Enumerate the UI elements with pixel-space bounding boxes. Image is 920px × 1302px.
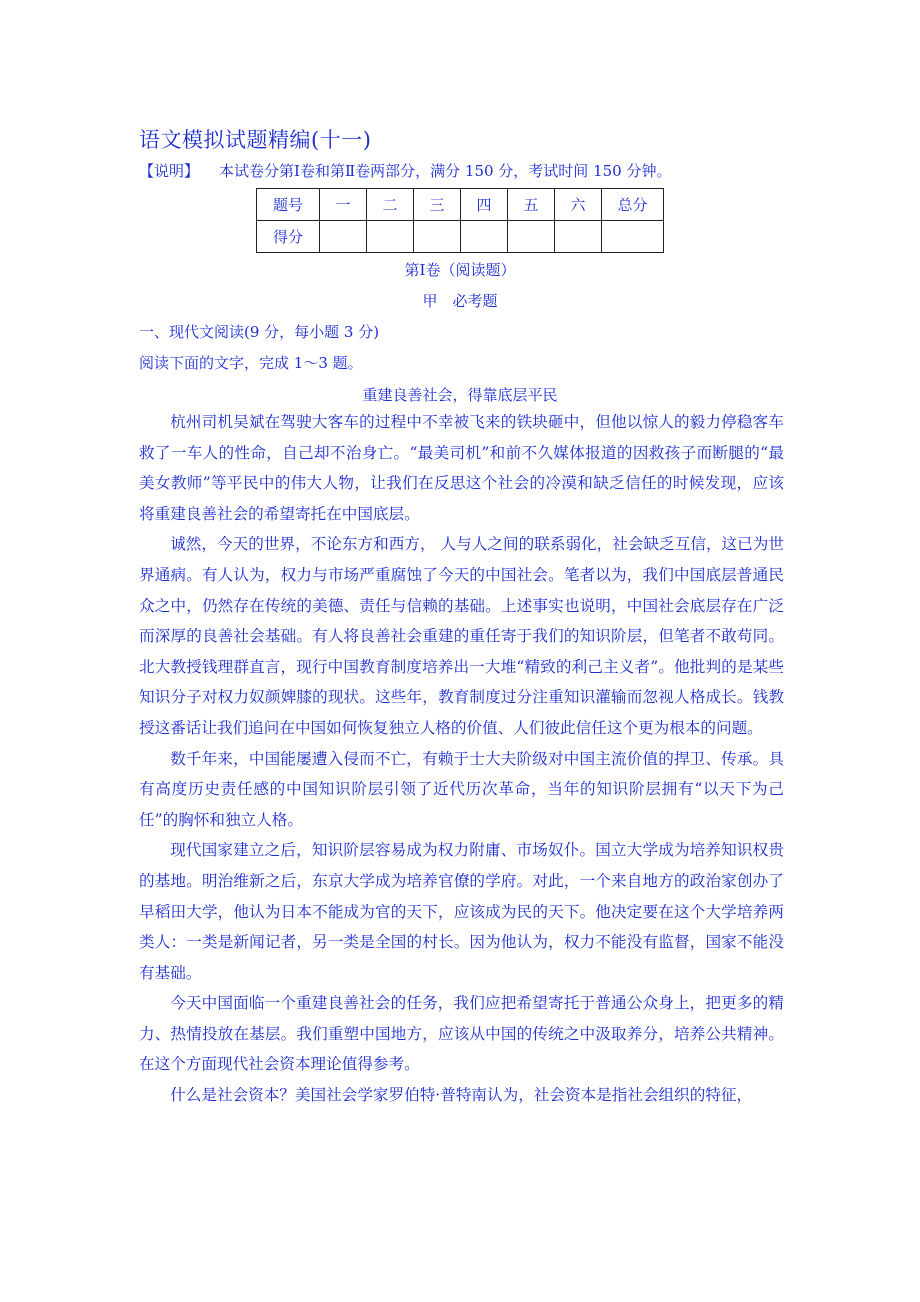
score-cell (414, 221, 461, 253)
score-cell (367, 221, 414, 253)
score-cell (555, 221, 602, 253)
instruction: 阅读下面的文字，完成 1～3 题。 (139, 354, 363, 372)
section-title: 一、现代文阅读(9 分，每小题 3 分) (139, 323, 380, 341)
score-cell (461, 221, 508, 253)
paragraph: 今天中国面临一个重建良善社会的任务，我们应把希望寄托于普通公众身上，把更多的精力、热情投放在基层。我们重塑中国地方，应该从中国的传统之中汲取养分，培养公共精神。在这个方面现代社会资本理论值得参考。 (139, 994, 784, 1074)
score-table-header-row (257, 189, 664, 221)
score-header-cell: 五 (508, 189, 555, 221)
score-cell (602, 221, 664, 253)
score-header-cell: 题号 (257, 189, 320, 221)
score-header-cell: 总分 (602, 189, 664, 221)
score-row-label: 得分 (257, 221, 320, 253)
exam-note (139, 160, 671, 181)
note-text: 本试卷分第Ⅰ卷和第Ⅱ卷两部分，满分 150 分，考试时间 150 分钟。 (219, 162, 672, 180)
score-header-cell: 三 (414, 189, 461, 221)
score-header-cell: 二 (367, 189, 414, 221)
sub-heading: 甲 必考题 (422, 292, 498, 310)
paragraph: 什么是社会资本？美国社会学家罗伯特·普特南认为，社会资本是指社会组织的特征， (170, 1086, 753, 1105)
note-tag: 【说明】 (139, 162, 200, 180)
score-header-cell: 一 (320, 189, 367, 221)
paragraph: 杭州司机吴斌在驾驶大客车的过程中不幸被飞来的铁块砸中，但他以惊人的毅力停稳客车救了一车人的性命，自己却不治身亡。“最美司机”和前不久媒体报道的因救孩子而断腿的“最美女教师”等平民中的伟大人物，让我们在反思这个社会的冷漠和缺乏信任的时候发现，应该将重建良善社会的希望寄托在中国底层。 (139, 413, 784, 523)
paragraph: 数千年来，中国能屡遭入侵而不亡，有赖于士大夫阶级对中国主流价值的捍卫、传承。具有高度历史责任感的中国知识阶层引领了近代历次革命，当年的知识阶层拥有“以天下为己任”的胸怀和独立人格。 (139, 749, 784, 829)
score-cell (508, 221, 555, 253)
score-header-cell: 四 (461, 189, 508, 221)
volume-heading: 第Ⅰ卷（阅读题） (404, 261, 516, 279)
score-cell (320, 221, 367, 253)
article-title: 重建良善社会，得靠底层平民 (362, 386, 558, 404)
score-table-score-row (257, 221, 664, 253)
article-body (139, 407, 784, 1111)
score-table (256, 188, 664, 253)
score-header-cell: 六 (555, 189, 602, 221)
document-title: 语文模拟试题精编(十一) (139, 128, 372, 152)
paragraph: 诚然，今天的世界，不论东方和西方， 人与人之间的联系弱化，社会缺乏互信，这已为世界通病。有人认为，权力与市场严重腐蚀了今天的中国社会。笔者以为，我们中国底层普通民众之中，仍然存在传统的美德、责任与信赖的基础。上述事实也说明，中国社会底层存在广泛而深厚的良善社会基础。有人将良善社会重建的重任寄于我们的知识阶层，但笔者不敢苟同。北大教授钱理群直言，现行中国教育制度培养出一大堆“精致的利己主义者”。他批判的是某些知识分子对权力奴颜婢膝的现状。这些年，教育制度过分注重知识灌输而忽视人格成长。钱教授这番话让我们追问在中国如何恢复独立人格的价值、人们彼此信任这个更为根本的问题。 (139, 535, 784, 737)
paragraph: 现代国家建立之后，知识阶层容易成为权力附庸、市场奴仆。国立大学成为培养知识权贵的基地。明治维新之后，东京大学成为培养官僚的学府。对此，一个来自地方的政治家创办了早稻田大学，他认为日本不能成为官的天下，应该成为民的天下。他决定要在这个大学培养两类人：一类是新闻记者，另一类是全国的村长。因为他认为，权力不能没有监督，国家不能没有基础。 (139, 841, 784, 982)
